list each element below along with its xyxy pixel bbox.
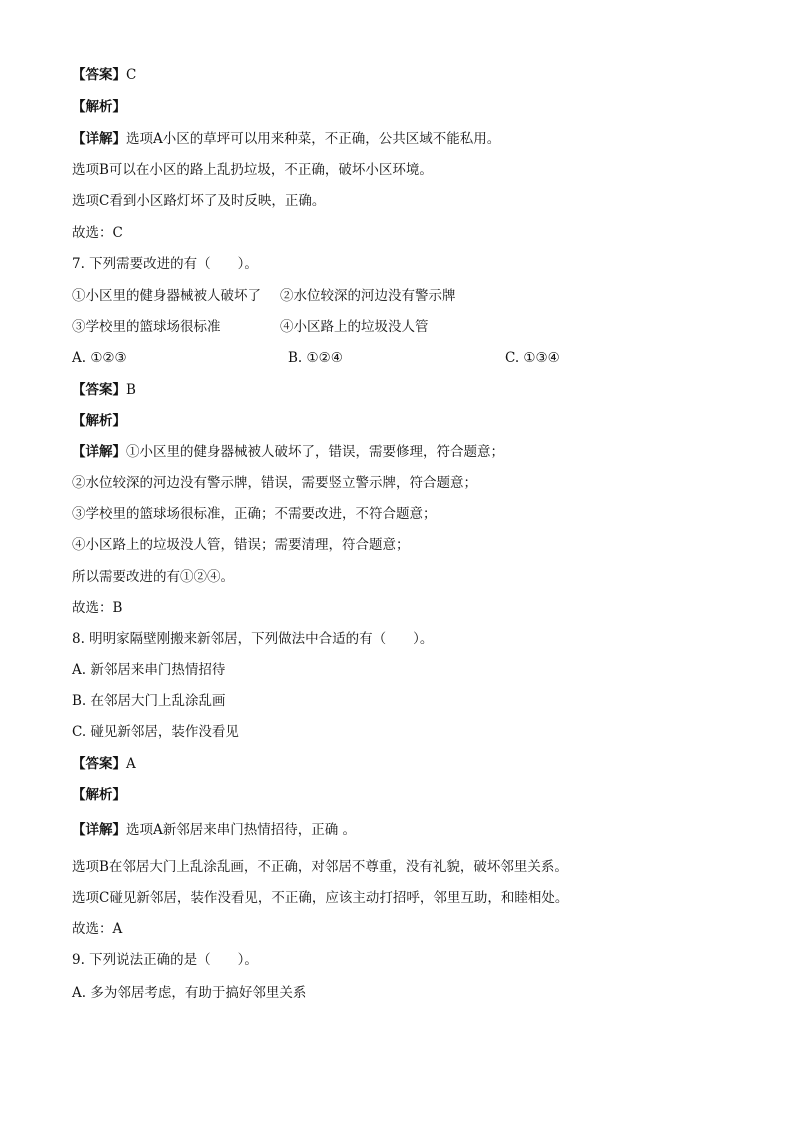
q7-options [72, 349, 672, 367]
q7-option-a: A. ①②③ [72, 350, 127, 366]
q8-detail-line-1 [72, 821, 356, 839]
answer-value: B [126, 382, 136, 398]
q7-option-c: C. ①③④ [505, 350, 560, 366]
answer-tag: 【答案】 [72, 382, 126, 398]
q6-analysis-tag: 【解析】 [72, 99, 126, 115]
q8-analysis-tag: 【解析】 [72, 787, 126, 803]
q6-detail-line-1 [72, 130, 500, 148]
q7-detail-line-2: ②水位较深的河边没有警示牌，错误，需要竖立警示牌，符合题意； [72, 475, 477, 491]
q8-option-b: B. 在邻居大门上乱涂乱画 [72, 693, 226, 709]
detail-tag: 【详解】 [72, 822, 126, 838]
q6-answer-line [72, 66, 136, 84]
q8-option-c: C. 碰见新邻居，装作没看见 [72, 724, 239, 740]
q8-option-a: A. 新邻居来串门热情招待 [72, 662, 226, 678]
q7-item-1: ①小区里的健身器械被人破坏了 [72, 288, 261, 304]
answer-tag: 【答案】 [72, 756, 126, 772]
q7-detail-line-5: 所以需要改进的有①②④。 [72, 569, 234, 585]
q8-answer-line [72, 755, 136, 773]
q7-item-4: ④小区路上的垃圾没人管 [280, 319, 429, 335]
q7-item-3: ③学校里的篮球场很标准 [72, 319, 221, 335]
q7-analysis-tag: 【解析】 [72, 413, 126, 429]
q9-stem: 9. 下列说法正确的是（ ）。 [72, 952, 258, 968]
q8-stem: 8. 明明家隔壁刚搬来新邻居，下列做法中合适的有（ ）。 [72, 631, 434, 647]
answer-value: A [126, 756, 136, 772]
detail-text: ①小区里的健身器械被人破坏了，错误，需要修理，符合题意； [126, 444, 504, 460]
q8-detail-line-2: 选项B在邻居大门上乱涂乱画，不正确，对邻居不尊重，没有礼貌，破坏邻里关系。 [72, 859, 568, 875]
q7-conclusion: 故选：B [72, 600, 123, 616]
q7-detail-line-4: ④小区路上的垃圾没人管，错误；需要清理，符合题意； [72, 537, 410, 553]
answer-value: C [126, 67, 137, 83]
q8-conclusion: 故选：A [72, 921, 123, 937]
q7-detail-line-1 [72, 443, 504, 461]
q7-option-b: B. ①②④ [288, 350, 343, 366]
detail-text: 选项A新邻居来串门热情招待，正确 。 [126, 822, 357, 838]
q7-items-row-2 [72, 318, 672, 336]
detail-text: 选项A小区的草坪可以用来种菜，不正确，公共区域不能私用。 [126, 131, 501, 147]
q7-answer-line [72, 381, 136, 399]
q7-stem: 7. 下列需要改进的有（ ）。 [72, 256, 258, 272]
q9-option-a: A. 多为邻居考虑，有助于搞好邻里关系 [72, 985, 307, 1001]
q8-detail-line-3: 选项C碰见新邻居，装作没看见，不正确，应该主动打招呼，邻里互助，和睦相处。 [72, 890, 569, 906]
q7-items-row-1 [72, 287, 672, 305]
q6-detail-line-3: 选项C看到小区路灯坏了及时反映，正确。 [72, 193, 326, 209]
detail-tag: 【详解】 [72, 444, 126, 460]
q7-detail-line-3: ③学校里的篮球场很标准，正确；不需要改进，不符合题意； [72, 506, 437, 522]
detail-tag: 【详解】 [72, 131, 126, 147]
q6-conclusion: 故选：C [72, 225, 123, 241]
q7-item-2: ②水位较深的河边没有警示牌 [280, 288, 456, 304]
answer-tag: 【答案】 [72, 67, 126, 83]
q6-detail-line-2: 选项B可以在小区的路上乱扔垃圾，不正确，破坏小区环境。 [72, 162, 433, 178]
